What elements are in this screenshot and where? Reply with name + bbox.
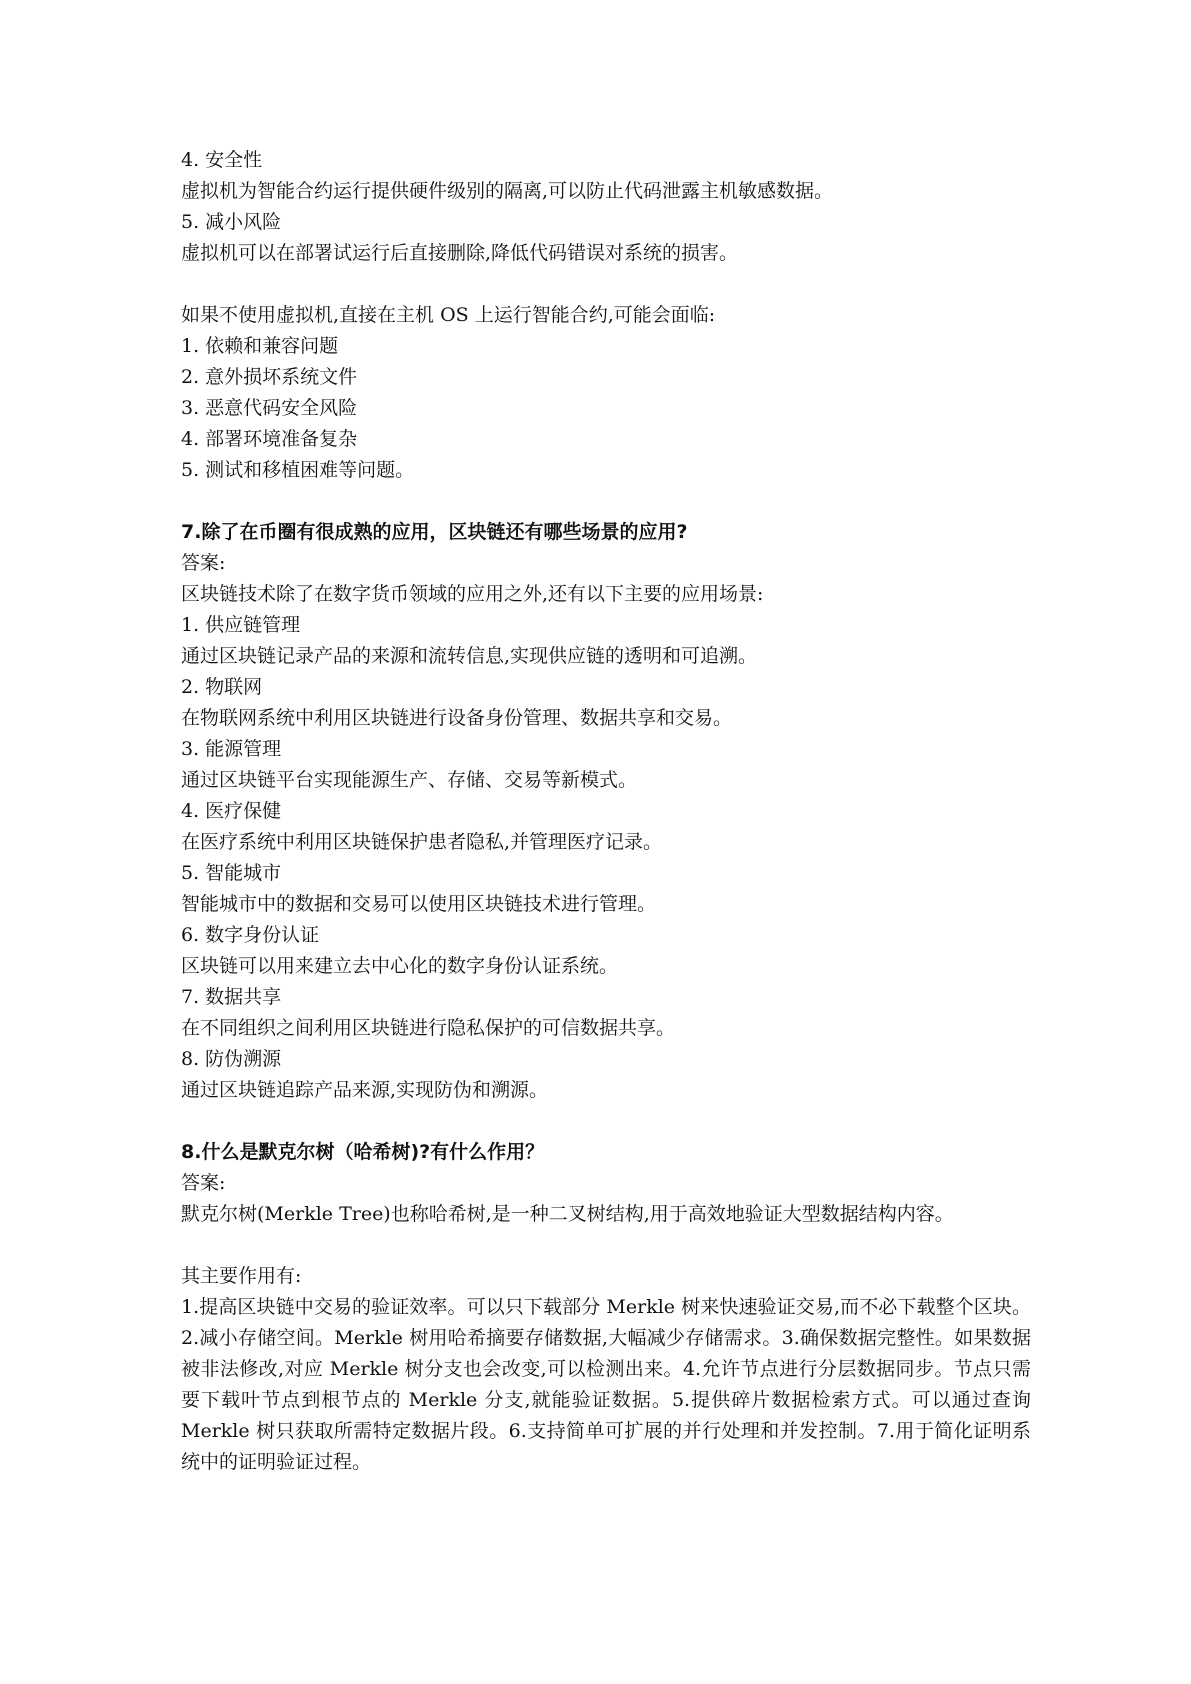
- list-item: 1. 供应链管理: [181, 614, 301, 636]
- list-item: 4. 部署环境准备复杂: [181, 428, 358, 450]
- list-item-description: 虚拟机为智能合约运行提供硬件级别的隔离,可以防止代码泄露主机敏感数据。: [181, 180, 834, 202]
- list-item: 5. 测试和移植困难等问题。: [181, 459, 415, 481]
- list-item-description: 通过区块链记录产品的来源和流转信息,实现供应链的透明和可追溯。: [181, 645, 758, 667]
- list-item-description: 通过区块链追踪产品来源,实现防伪和溯源。: [181, 1079, 549, 1101]
- roles-label: 其主要作用有:: [181, 1265, 302, 1287]
- list-item-description: 区块链可以用来建立去中心化的数字身份认证系统。: [181, 955, 619, 977]
- list-item: 5. 智能城市: [181, 862, 282, 884]
- list-item: 8. 防伪溯源: [181, 1048, 282, 1070]
- question-heading: 7.除了在币圈有很成熟的应用，区块链还有哪些场景的应用?: [181, 521, 688, 543]
- list-item: 4. 安全性: [181, 149, 263, 171]
- list-item-description: 智能城市中的数据和交易可以使用区块链技术进行管理。: [181, 893, 657, 915]
- list-item: 3. 能源管理: [181, 738, 282, 760]
- list-item-description: 在不同组织之间利用区块链进行隐私保护的可信数据共享。: [181, 1017, 676, 1039]
- paragraph-intro: 区块链技术除了在数字货币领域的应用之外,还有以下主要的应用场景:: [181, 583, 764, 605]
- spacer: [181, 486, 1031, 517]
- list-item-description: 在物联网系统中利用区块链进行设备身份管理、数据共享和交易。: [181, 707, 733, 729]
- roles-paragraph: 1.提高区块链中交易的验证效率。可以只下载部分 Merkle 树来快速验证交易,而不必下载整个区块。2.减小存储空间。Merkle 树用哈希摘要存储数据,大幅减少存储需求。3.确保数据完整性。如果数据被非法修改,对应 Merkle 树分支也会改变,可以检测出来。4.允许节点进行分层数据同步。节点只需要下载叶节点到根节点的 Merkle 分支,就能验证数据。5.提供碎片数据检索方式。可以通过查询 Merkle 树只获取所需特定数据片段。6.支持简单可扩展的并行处理和并发控制。7.用于简化证明系统中的证明验证过程。: [181, 1296, 1031, 1473]
- list-item: 5. 减小风险: [181, 211, 282, 233]
- list-item: 6. 数字身份认证: [181, 924, 320, 946]
- list-item-description: 通过区块链平台实现能源生产、存储、交易等新模式。: [181, 769, 638, 791]
- list-item: 1. 依赖和兼容问题: [181, 335, 339, 357]
- document-page: [181, 145, 1031, 1478]
- answer-label: 答案:: [181, 1172, 226, 1194]
- list-item: 7. 数据共享: [181, 986, 282, 1008]
- list-item: 2. 意外损坏系统文件: [181, 366, 358, 388]
- paragraph-intro: 如果不使用虚拟机,直接在主机 OS 上运行智能合约,可能会面临:: [181, 304, 716, 326]
- definition-text: 默克尔树(Merkle Tree)也称哈希树,是一种二叉树结构,用于高效地验证大型数据结构内容。: [181, 1203, 954, 1225]
- answer-label: 答案:: [181, 552, 226, 574]
- list-item: 2. 物联网: [181, 676, 263, 698]
- spacer: [181, 269, 1031, 300]
- list-item-description: 虚拟机可以在部署试运行后直接删除,降低代码错误对系统的损害。: [181, 242, 739, 264]
- list-item-description: 在医疗系统中利用区块链保护患者隐私,并管理医疗记录。: [181, 831, 663, 853]
- spacer: [181, 1230, 1031, 1261]
- question-heading: 8.什么是默克尔树（哈希树)?有什么作用？: [181, 1141, 545, 1163]
- list-item: 4. 医疗保健: [181, 800, 282, 822]
- list-item: 3. 恶意代码安全风险: [181, 397, 358, 419]
- spacer: [181, 1106, 1031, 1137]
